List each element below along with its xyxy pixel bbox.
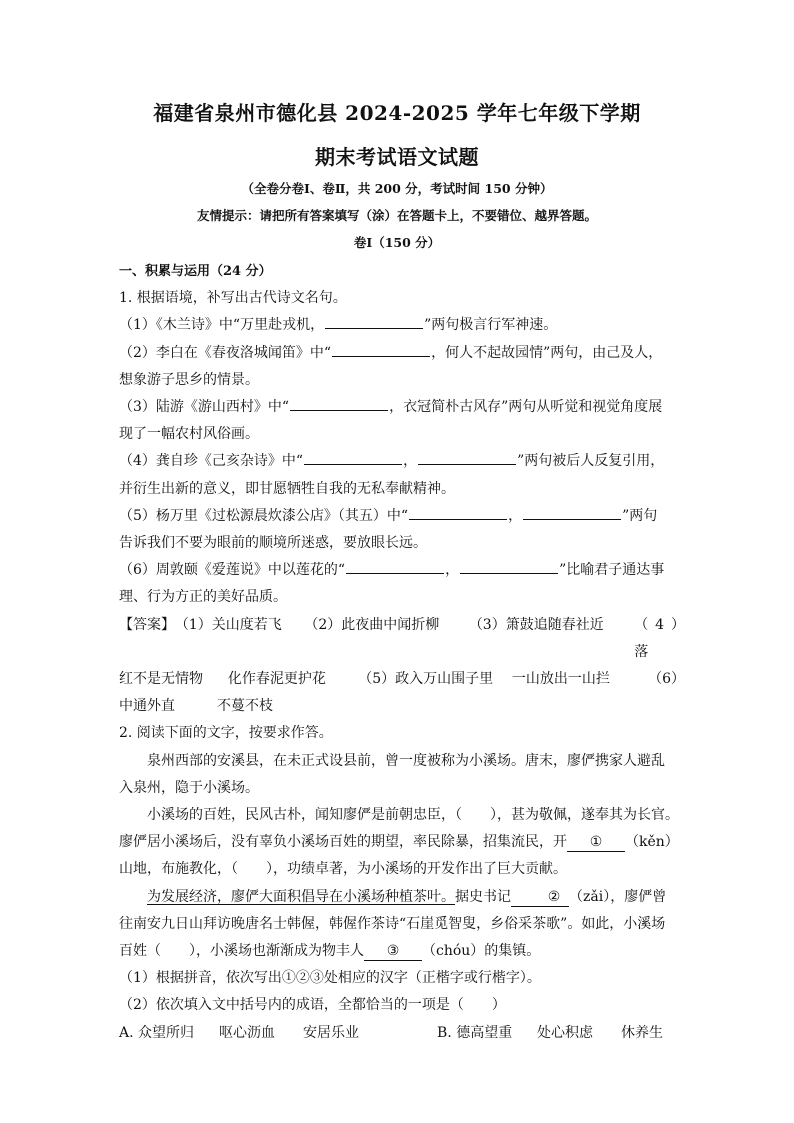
passage-para-2-line3: 山地，布施教化，（ ），功绩卓著，为小溪场的开发作出了巨大贡献。 [119, 861, 567, 878]
answer-item: （4）落 [634, 616, 685, 660]
section-heading: 一、积累与运用（24 分） [119, 264, 272, 279]
answer-item: 化作春泥更护花 [227, 671, 326, 688]
option-a-1[interactable]: A. 众望所归 [119, 1024, 195, 1041]
sub-question-2: （2）依次填入文中括号内的成语，全都恰当的一项是（ ） [119, 997, 506, 1014]
answer-item: 中通外直 [119, 698, 175, 715]
answer-blank[interactable] [409, 503, 507, 520]
passage-para-3: 为发展经济，廖俨大面积倡导在小溪场种植茶叶。据史书记 ② （zǎi），廖俨曾 [147, 888, 667, 905]
q1-item-4: （4）龚自珍《己亥杂诗》中“ ， ”两句被后人反复引用， [119, 448, 685, 475]
sub-question-1: （1）根据拼音，依次写出①②③处相应的汉字（正楷字或行楷字）。 [119, 970, 541, 987]
q1-item-1: （1）《木兰诗》中“万里赴戎机， ”两句极言行军神速。 [119, 312, 685, 339]
option-b-2: 处心积虑 [537, 1024, 593, 1041]
passage-para-2: 小溪场的百姓，民风古朴，闻知廖俨是前朝忠臣，（ ），甚为敬佩，遂奉其为长官。 [147, 807, 679, 824]
passage-para-1: 泉州西部的安溪县，在未正式设县前，曾一度被称为小溪场。唐末，廖俨携家人避乱 [147, 752, 665, 769]
exam-info: （全卷分卷Ⅰ、卷Ⅱ，共 200 分，考试时间 150 分钟） [241, 181, 553, 196]
page-title: 福建省泉州市德化县 2024-2025 学年七年级下学期 [153, 101, 641, 125]
q1-item-4-cont: 并衍生出新的意义，即甘愿牺牲自我的无私奉献精神。 [119, 480, 455, 497]
passage-para-1-cont: 入泉州，隐于小溪场。 [119, 779, 259, 796]
option-b-1[interactable]: B. 德高望重 [437, 1024, 513, 1041]
answer-blank[interactable] [418, 448, 516, 465]
fill-blank-1[interactable]: ① [567, 833, 625, 852]
answer-blank[interactable] [290, 394, 388, 411]
q1-item-3: （3）陆游《游山西村》中“ ，衣冠简朴古风存”两句从听觉和视觉角度展 [119, 394, 685, 421]
q1-item-5: （5）杨万里《过松源晨炊漆公店》（其五）中“ ， ”两句 [119, 503, 685, 530]
answer-label: 【答案】 [119, 616, 175, 633]
answer-item: （3）箫鼓追随春社近 [468, 616, 604, 633]
answer-blank[interactable] [460, 557, 558, 574]
question-2-stem: 2. 阅读下面的文字，按要求作答。 [119, 725, 333, 742]
passage-para-2-line2: 廖俨居小溪场后，没有辜负小溪场百姓的期望，率民除暴，招集流民，开 ① （kěn） [119, 834, 679, 851]
answer-item: （5）政入万山围子里 [358, 671, 494, 688]
option-a-3: 安居乐业 [303, 1024, 359, 1041]
answer-item: （1）关山度若飞 [174, 616, 282, 633]
answer-item: （6） [648, 671, 685, 688]
answer-row-2 [119, 666, 685, 693]
answer-blank[interactable] [346, 557, 444, 574]
volume-heading: 卷Ⅰ（150 分） [353, 235, 441, 250]
passage-para-3-line3: 百姓（ ），小溪场也渐渐成为物丰人 ③ （chóu）的集镇。 [119, 943, 541, 960]
answer-item: （2）此夜曲中闻折柳 [304, 616, 440, 633]
fill-blank-2[interactable]: ② [511, 888, 569, 907]
fill-blank-3[interactable]: ③ [364, 942, 422, 961]
friendly-tip: 友情提示：请把所有答案填写（涂）在答题卡上，不要错位、越界答题。 [196, 208, 597, 223]
choice-options [119, 1020, 685, 1047]
q1-item-2: （2）李白在《春夜洛城闻笛》中“ ，何人不起故园情”两句，由己及人， [119, 340, 685, 367]
q1-item-5-cont: 告诉我们不要为眼前的顺境所迷惑，要放眼长远。 [119, 535, 427, 552]
q1-item-6: （6）周敦颐《爱莲说》中以莲花的“ ， ”比喻君子通达事 [119, 557, 685, 584]
answer-item: 一山放出一山拦 [511, 671, 610, 688]
q1-item-2-cont: 想象游子思乡的情景。 [119, 371, 259, 388]
option-a-2: 呕心沥血 [219, 1024, 275, 1041]
passage-para-3-line2: 往南安九日山拜访晚唐名士韩偓，韩偓作茶诗“石崖觅智叟，乡俗采茶歌”。如此，小溪场 [119, 915, 666, 932]
question-1-stem: 1. 根据语境，补写出古代诗文名句。 [119, 290, 347, 307]
answer-blank[interactable] [523, 503, 621, 520]
answer-row-1 [119, 612, 685, 666]
answer-row-3 [119, 693, 685, 720]
q1-item-3-cont: 现了一幅农村风俗画。 [119, 426, 259, 443]
page-subtitle: 期末考试语文试题 [315, 145, 479, 169]
underlined-sentence: 为发展经济，廖俨大面积倡导在小溪场种植茶叶。 [147, 888, 455, 905]
answer-blank[interactable] [325, 312, 423, 329]
answer-blank[interactable] [304, 448, 402, 465]
exam-content [119, 258, 685, 1047]
answer-item: 红不是无情物 [119, 671, 203, 688]
answer-item: 不蔓不枝 [217, 698, 273, 715]
answer-blank[interactable] [332, 340, 430, 357]
q1-item-6-cont: 理、行为方正的美好品质。 [119, 589, 287, 606]
option-b-3: 休养生 [621, 1024, 663, 1041]
